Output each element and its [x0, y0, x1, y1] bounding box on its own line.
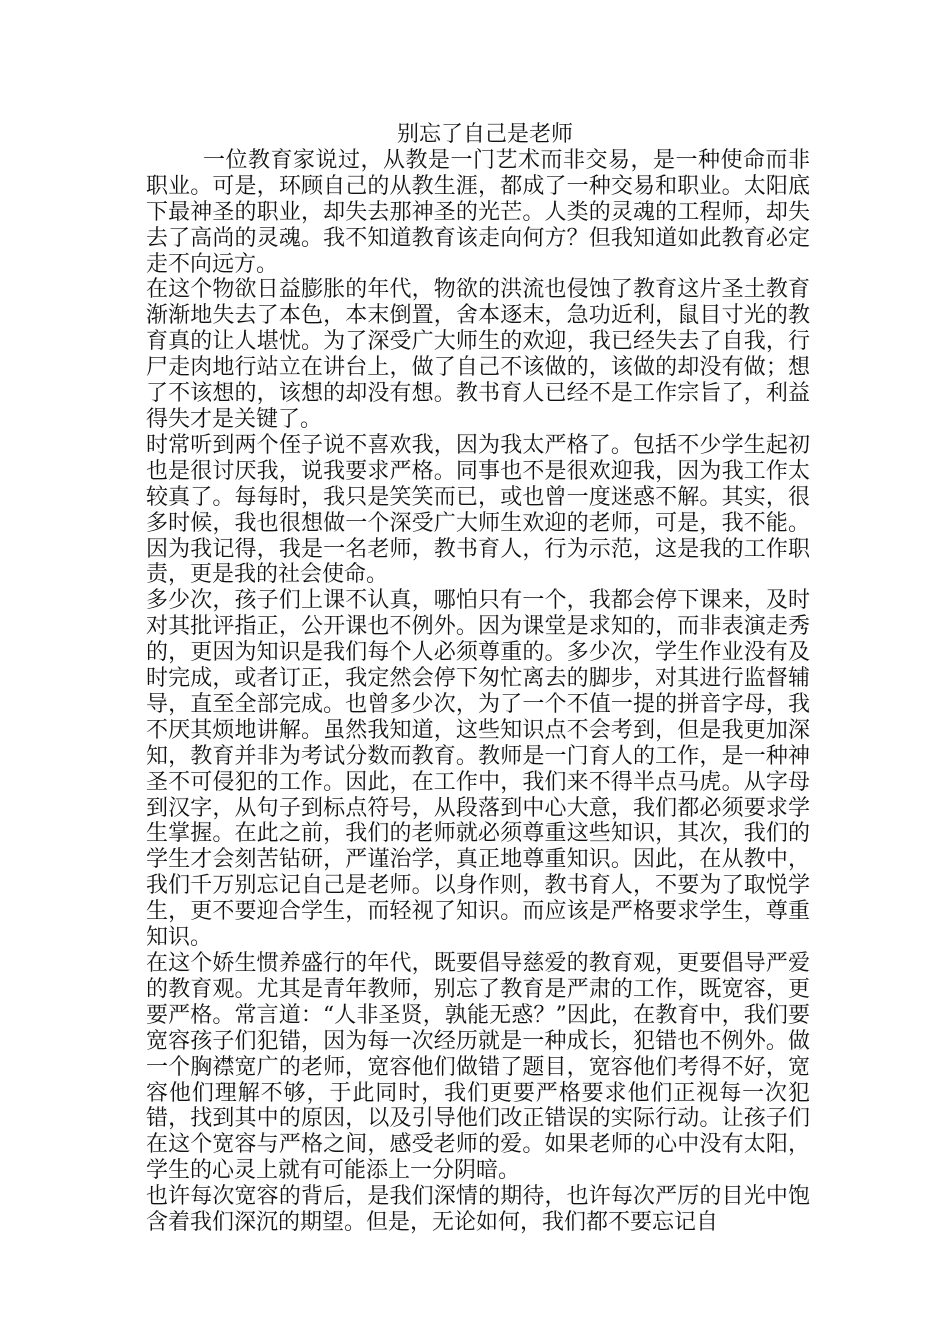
- document-page: [146, 122, 810, 1236]
- paragraph-4: 多少次，孩子们上课不认真，哪怕只有一个，我都会停下课来，及时对其批评指正，公开课也不例外。因为课堂是求知的，而非表演走秀的，更因为知识是我们每个人必须尊重的。多少次，学生作业没有及时完成，或者订正，我定然会停下匆忙离去的脚步，对其进行监督辅导，直至全部完成。也曾多少次，为了一个不值一提的拼音字母，我不厌其烦地讲解。虽然我知道，这些知识点不会考到，但是我更加深知，教育并非为考试分数而教育。教师是一门育人的工作，是一种神圣不可侵犯的工作。因此，在工作中，我们来不得半点马虎。从字母到汉字，从句子到标点符号，从段落到中心大意，我们都必须要求学生掌握。在此之前，我们的老师就必须尊重这些知识，其次，我们的学生才会刻苦钻研，严谨治学，真正地尊重知识。因此，在从教中，我们千万别忘记自己是老师。以身作则，教书育人，不要为了取悦学生，更不要迎合学生，而轻视了知识。而应该是严格要求学生，尊重知识。: [146, 588, 810, 951]
- paragraph-3: 时常听到两个侄子说不喜欢我，因为我太严格了。包括不少学生起初也是很讨厌我，说我要求严格。同事也不是很欢迎我，因为我工作太较真了。每每时，我只是笑笑而已，或也曾一度迷惑不解。其实，很多时候，我也很想做一个深受广大师生欢迎的老师，可是，我不能。因为我记得，我是一名老师，教书育人，行为示范，这是我的工作职责，更是我的社会使命。: [146, 432, 810, 588]
- document-title: 别忘了自己是老师: [396, 122, 573, 147]
- paragraph-1: 一位教育家说过，从教是一门艺术而非交易，是一种使命而非职业。可是，环顾自己的从教生涯，都成了一种交易和职业。太阳底下最神圣的职业，却失去那神圣的光芒。人类的灵魂的工程师，却失去了高尚的灵魂。我不知道教育该走向何方？但我知道如此教育必定走不向远方。: [146, 147, 810, 277]
- paragraph-6: 也许每次宽容的背后，是我们深情的期待，也许每次严厉的目光中饱含着我们深沉的期望。但是，无论如何，我们都不要忘记自: [146, 1184, 810, 1236]
- paragraph-5: 在这个娇生惯养盛行的年代，既要倡导慈爱的教育观，更要倡导严爱的教育观。尤其是青年教师，别忘了教育是严肃的工作，既宽容，更要严格。常言道：“人非圣贤，孰能无惑？”因此，在教育中，我们要宽容孩子们犯错，因为每一次经历就是一种成长，犯错也不例外。做一个胸襟宽广的老师，宽容他们做错了题目，宽容他们考得不好，宽容他们理解不够，于此同时，我们更要严格要求他们正视每一次犯错，找到其中的原因，以及引导他们改正错误的实际行动。让孩子们在这个宽容与严格之间，感受老师的爱。如果老师的心中没有太阳，学生的心灵上就有可能添上一分阴暗。: [146, 951, 810, 1184]
- paragraph-2: 在这个物欲日益膨胀的年代，物欲的洪流也侵蚀了教育这片圣土教育渐渐地失去了本色，本末倒置，舍本逐末，急功近利，鼠目寸光的教育真的让人堪忧。为了深受广大师生的欢迎，我已经失去了自我，行尸走肉地行站立在讲台上，做了自己不该做的，该做的却没有做；想了不该想的，该想的却没有想。教书育人已经不是工作宗旨了，利益得失才是关键了。: [146, 277, 810, 432]
